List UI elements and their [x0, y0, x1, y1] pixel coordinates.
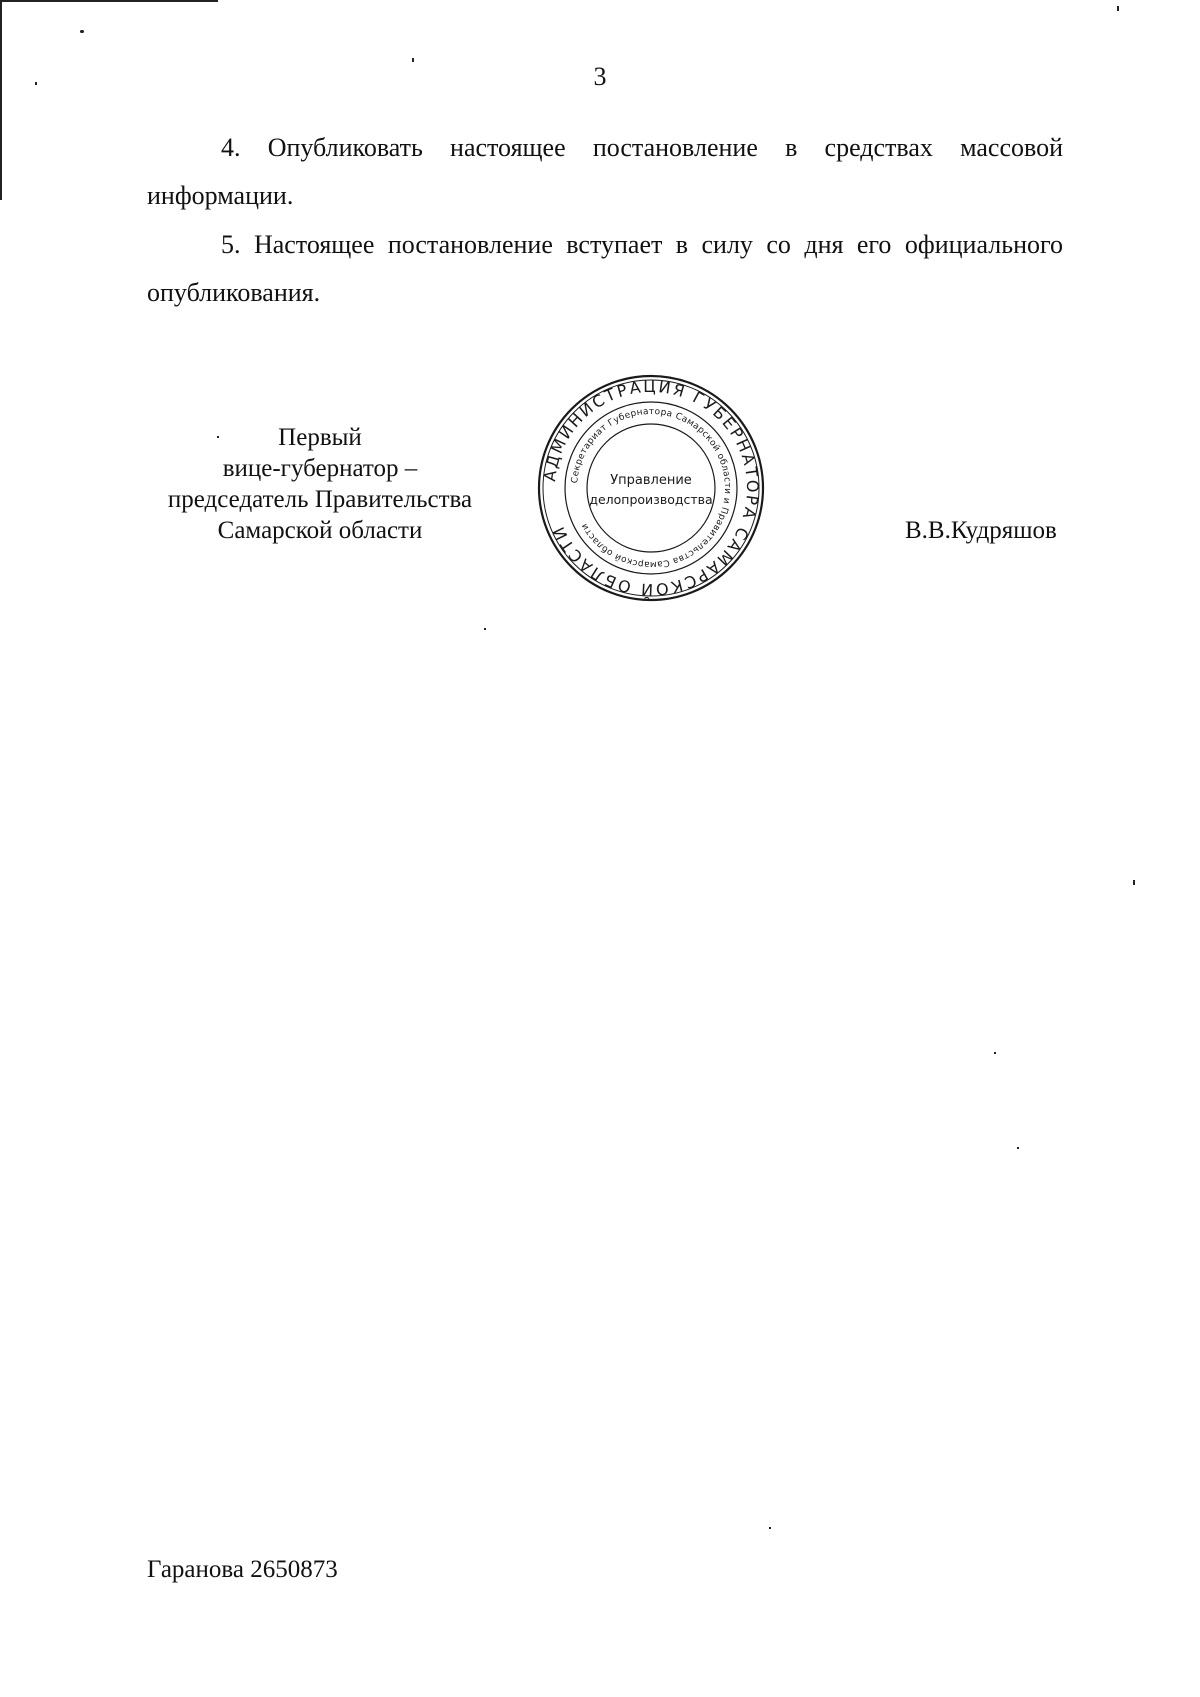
signatory-title-line: Самарской области [217, 517, 423, 544]
scan-speck [80, 30, 84, 33]
scan-speck [1017, 1147, 1019, 1149]
scan-edge-line [0, 0, 218, 2]
executor-contact: Гаранова 2650873 [147, 1556, 338, 1583]
scan-edge-line [0, 0, 2, 200]
scan-speck [1133, 880, 1135, 885]
paragraph-item-4: 4. Опубликовать настоящее постановление в средствах массовой информации. [147, 133, 1063, 210]
scan-speck [35, 82, 37, 85]
signatory-title-line: вице-губернатор – [222, 455, 418, 482]
signatory-title [140, 422, 500, 546]
paragraph-item-5: 5. Настоящее постановление вступает в силу со дня его официального опубликования. [147, 230, 1063, 307]
scan-speck [769, 1527, 771, 1529]
scan-speck [1117, 6, 1119, 11]
page-number: 3 [593, 62, 607, 91]
stamp-center-line: Управление [610, 473, 692, 488]
scan-speck [994, 1052, 996, 1054]
scan-speck [412, 58, 414, 62]
stamp-middle-border [565, 402, 737, 574]
scan-speck [484, 628, 486, 630]
scan-speck [217, 436, 219, 438]
signatory-name: В.В.Кудряшов [905, 517, 1057, 544]
signatory-title-line: Первый [278, 424, 362, 451]
signatory-title-line: председатель Правительства [167, 486, 473, 513]
stamp-inner-border [587, 424, 715, 552]
stamp-outer-text: АДМИНИСТРАЦИЯ ГУБЕРНАТОРА САМАРСКОЙ ОБЛАСТИ [540, 376, 763, 600]
stamp-center-line: делопроизводства [589, 492, 713, 507]
official-stamp [535, 372, 767, 604]
stamp-inner-ring-text: Секретариат Губернатора Самарской области и Правительства Самарской области [570, 406, 733, 570]
